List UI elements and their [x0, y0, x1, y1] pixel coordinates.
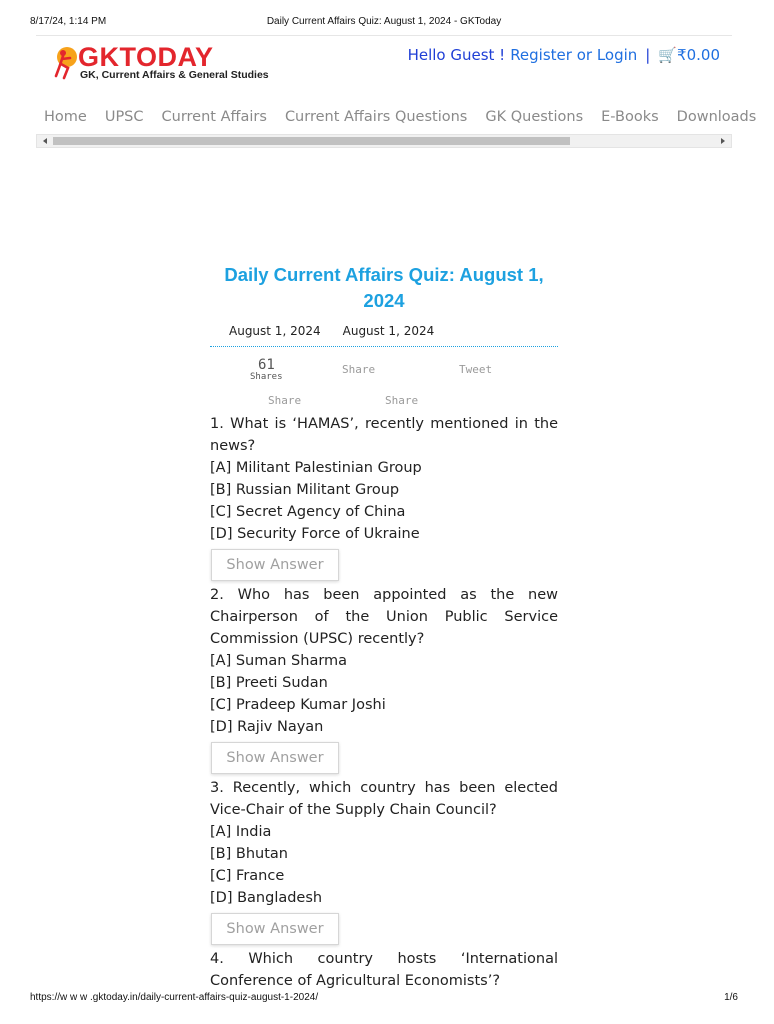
cart-amount[interactable]: ₹0.00	[677, 46, 720, 64]
option-a: [A] Suman Sharma	[210, 653, 348, 669]
article	[210, 262, 558, 992]
question-1	[210, 413, 558, 584]
nav-gk-questions[interactable]: GK Questions	[485, 109, 584, 125]
option-d: [D] Bangladesh	[210, 890, 323, 906]
nav-current-affairs-questions[interactable]: Current Affairs Questions	[284, 109, 468, 125]
print-footer	[30, 992, 738, 1006]
nav-home[interactable]: Home	[44, 109, 87, 125]
modified-date: August 1, 2024	[342, 324, 435, 338]
option-b: [B] Preeti Sudan	[210, 675, 328, 691]
logo-brand-text: GKTODAY	[78, 42, 214, 72]
question-4	[210, 948, 558, 992]
question-3	[210, 777, 558, 948]
share-bar	[210, 347, 558, 409]
question-text: 1. What is ‘HAMAS’, recently mentioned in the news?	[210, 416, 559, 454]
header-divider	[36, 35, 732, 36]
scroll-left-arrow-icon[interactable]	[43, 138, 47, 144]
show-answer-button[interactable]: Show Answer	[211, 913, 339, 945]
share-count-label: Shares	[250, 372, 283, 382]
main-navigation	[44, 106, 757, 128]
print-header	[30, 16, 738, 30]
facebook-share-button[interactable]: Share	[342, 363, 376, 376]
register-login-link[interactable]: Register or Login	[510, 46, 638, 64]
logo-tagline: GK, Current Affairs & General Studies	[80, 69, 269, 81]
nav-upsc[interactable]: UPSC	[104, 109, 144, 125]
article-title: Daily Current Affairs Quiz: August 1, 2024	[224, 264, 544, 311]
site-logo[interactable]	[50, 42, 269, 86]
guest-greeting: Hello Guest !	[407, 46, 506, 64]
tweet-button[interactable]: Tweet	[459, 363, 493, 376]
question-text: 3. Recently, which country has been elected Vice-Chair of the Supply Chain Council?	[210, 780, 558, 818]
published-date: August 1, 2024	[229, 324, 321, 338]
question-2	[210, 584, 558, 777]
quiz-questions	[210, 413, 558, 992]
option-c: [C] France	[210, 868, 285, 884]
option-b: [B] Russian Militant Group	[210, 482, 400, 498]
option-b: [B] Bhutan	[210, 846, 288, 862]
option-a: [A] Militant Palestinian Group	[210, 460, 422, 476]
show-answer-button[interactable]: Show Answer	[211, 742, 339, 774]
show-answer-button[interactable]: Show Answer	[211, 549, 339, 581]
option-d: [D] Rajiv Nayan	[210, 719, 324, 735]
option-a: [A] India	[210, 824, 272, 840]
nav-horizontal-scrollbar[interactable]	[36, 134, 732, 148]
option-c: [C] Pradeep Kumar Joshi	[210, 697, 386, 713]
print-datetime: 8/17/24, 1:14 PM	[30, 16, 107, 27]
print-page-number: 1/6	[724, 992, 738, 1003]
share-count: 61	[258, 357, 275, 373]
print-document-title: Daily Current Affairs Quiz: August 1, 2024 - GKToday	[266, 16, 502, 27]
cart-icon[interactable]: 🛒	[658, 46, 678, 64]
nav-current-affairs[interactable]: Current Affairs	[161, 109, 267, 125]
share-button-4[interactable]: Share	[385, 394, 419, 407]
question-text: 2. Who has been appointed as the new Chairperson of the Union Public Service Commission (UPSC) recently?	[210, 587, 559, 647]
account-bar	[408, 46, 720, 64]
nav-ebooks[interactable]: E-Books	[601, 109, 659, 125]
scrollbar-thumb[interactable]	[53, 137, 570, 145]
logo-runner-icon	[54, 46, 78, 80]
option-c: [C] Secret Agency of China	[210, 504, 406, 520]
question-text: 4. Which country hosts ‘International Conference of Agricultural Economists’?	[210, 951, 558, 989]
article-meta	[210, 324, 558, 342]
print-url: https://w w w .gktoday.in/daily-current-affairs-quiz-august-1-2024/	[30, 992, 319, 1003]
option-d: [D] Security Force of Ukraine	[210, 526, 420, 542]
scroll-right-arrow-icon[interactable]	[721, 138, 725, 144]
account-separator: |	[645, 46, 651, 64]
nav-downloads[interactable]: Downloads	[676, 109, 757, 125]
share-button-3[interactable]: Share	[268, 394, 302, 407]
